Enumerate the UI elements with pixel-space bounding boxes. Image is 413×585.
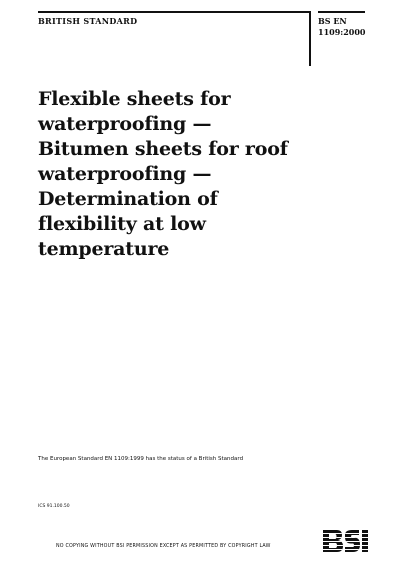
ics-code: ICS 91.100.50 xyxy=(38,504,70,509)
document-type-label: BRITISH STANDARD xyxy=(38,16,138,26)
header-vertical-rule xyxy=(309,11,311,66)
title-line: waterproofing — xyxy=(38,113,212,135)
status-statement: The European Standard EN 1109:1999 has the status of a British Standard xyxy=(38,456,244,462)
bsi-logo-icon xyxy=(321,524,373,558)
header-rule-right xyxy=(318,11,365,13)
title-line: temperature xyxy=(38,238,170,260)
standard-number-line1: BS EN xyxy=(318,16,347,26)
title-line: Bitumen sheets for roof xyxy=(38,138,288,160)
header-rule-left xyxy=(38,11,309,13)
title-line: Determination of xyxy=(38,188,218,210)
title-line: Flexible sheets for xyxy=(38,88,231,110)
standard-number-line2: 1109:2000 xyxy=(318,27,366,37)
title-line: waterproofing — xyxy=(38,163,212,185)
document-title xyxy=(38,87,318,262)
copyright-notice: NO COPYING WITHOUT BSI PERMISSION EXCEPT AS PERMITTED BY COPYRIGHT LAW xyxy=(56,544,271,549)
title-line: flexibility at low xyxy=(38,213,206,235)
standard-number xyxy=(318,16,378,38)
